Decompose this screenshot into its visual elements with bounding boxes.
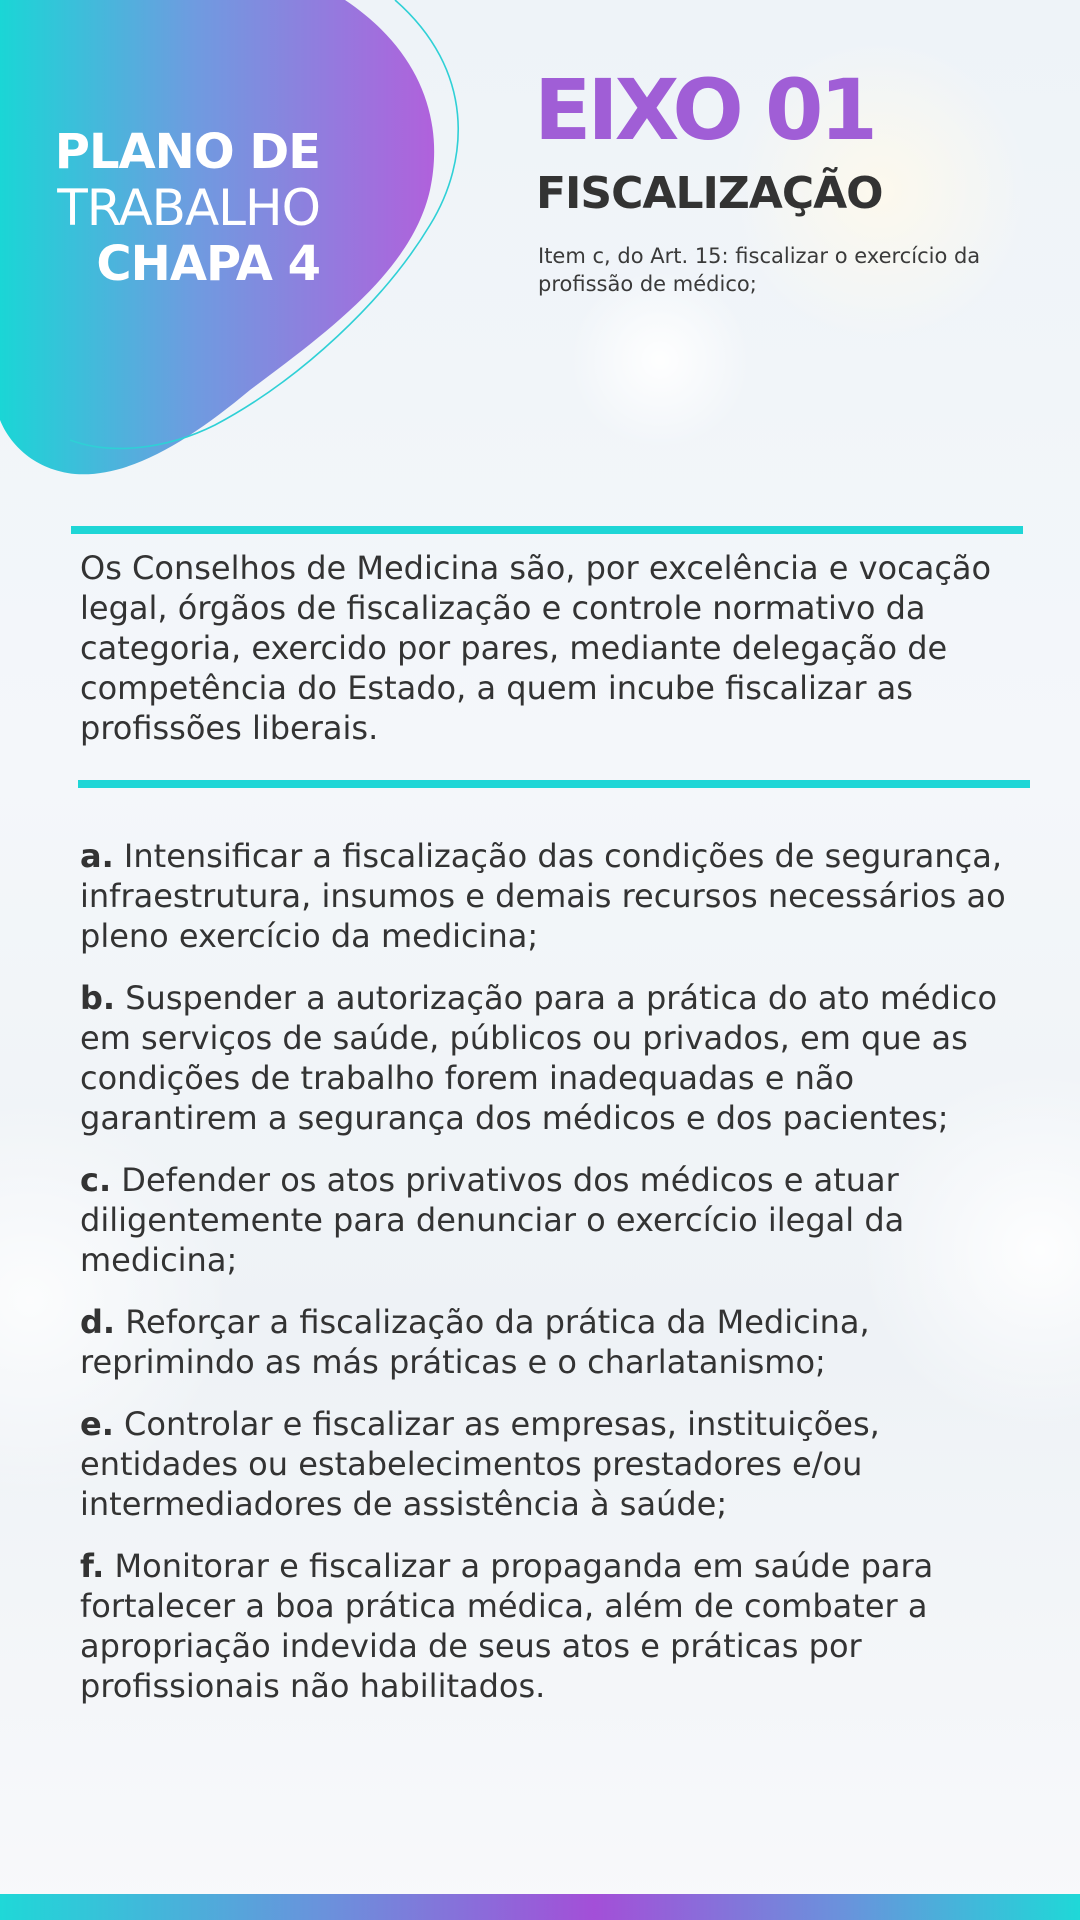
intro-paragraph: Os Conselhos de Medicina são, por excelência e vocação legal, órgãos de fiscalização e controle normativo da categoria, exercido por pares, mediante delegação de competência do Estado, a quem incube fiscalizar as profissões liberais. [80, 549, 992, 747]
item-text: Defender os atos privativos dos médicos e atuar diligentemente para denunciar o exercício ilegal da medicina; [80, 1161, 905, 1279]
item-letter: f. [80, 1547, 105, 1585]
bottom-gradient-bar [0, 1894, 1080, 1920]
item-letter: a. [80, 837, 114, 875]
action-item-c [80, 1160, 1015, 1280]
item-letter: d. [80, 1303, 116, 1341]
action-item-e [80, 1404, 1015, 1524]
action-item-b [80, 978, 1015, 1138]
action-item-a [80, 836, 1015, 956]
item-text: Intensificar a fiscalização das condições de segurança, infraestrutura, insumos e demais recursos necessários ao pleno exercício da medicina; [80, 837, 1006, 955]
action-items-list [80, 836, 1015, 1728]
action-item-f [80, 1546, 1015, 1706]
plan-title-line-3: CHAPA 4 [96, 236, 320, 292]
intro-bottom-divider [78, 780, 1030, 788]
axis-name: FISCALIZAÇÃO [536, 168, 883, 219]
item-text: Monitorar e fiscalizar a propaganda em saúde para fortalecer a boa prática médica, além de combater a apropriação indevida de seus atos e práticas por profissionais não habilitados. [80, 1547, 934, 1705]
axis-number: EIXO 01 [534, 61, 874, 159]
item-letter: b. [80, 979, 116, 1017]
item-text: Reforçar a fiscalização da prática da Medicina, reprimindo as más práticas e o charlatanismo; [80, 1303, 870, 1381]
plan-title [20, 124, 320, 292]
plan-title-line-2: TRABALHO [57, 179, 320, 237]
item-letter: c. [80, 1161, 112, 1199]
item-text: Suspender a autorização para a prática do ato médico em serviços de saúde, públicos ou privados, em que as condições de trabalho forem inadequadas e não garantirem a segurança dos médicos e dos pacientes; [80, 979, 998, 1137]
item-reference: Item c, do Art. 15: fiscalizar o exercício da profissão de médico; [538, 244, 981, 296]
action-item-d [80, 1302, 1015, 1382]
plan-title-line-1: PLANO DE [54, 124, 320, 180]
intro-top-divider [71, 526, 1023, 534]
item-letter: e. [80, 1405, 114, 1443]
item-text: Controlar e fiscalizar as empresas, instituições, entidades ou estabelecimentos prestadores e/ou intermediadores de assistência à saúde; [80, 1405, 880, 1523]
